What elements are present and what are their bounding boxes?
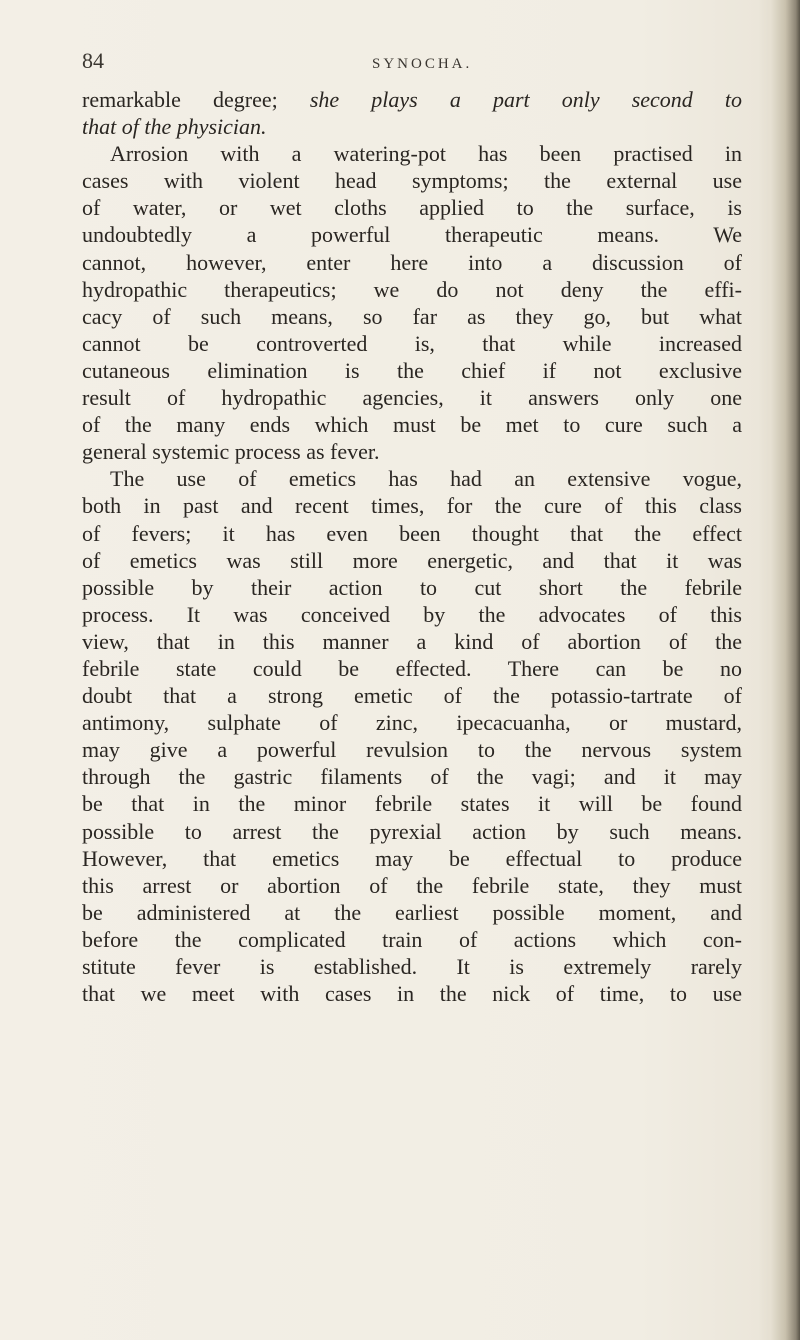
text-span: cutaneous elimination is the chief if not exclusive [82, 357, 742, 383]
text-span: doubt that a strong emetic of the potassio-tartrate of [82, 683, 742, 709]
text-span: febrile state could be effected. There can be no [82, 655, 742, 681]
text-span: through the gastric filaments of the vagi; and it may [82, 764, 742, 790]
text-line [82, 547, 742, 574]
text-line [82, 330, 742, 357]
text-line [82, 520, 742, 547]
text-span: that we meet with cases in the nick of time, to use [82, 981, 742, 1007]
running-head: SYNOCHA. [372, 56, 473, 72]
text-span: of emetics was still more energetic, and that it was [82, 547, 742, 573]
text-span: process. It was conceived by the advocates of this [82, 601, 742, 627]
text-span: result of hydropathic agencies, it answers only one [82, 385, 742, 411]
text-span: possible to arrest the pyrexial action by such means. [82, 818, 742, 844]
text-line [82, 492, 742, 519]
text-span: cannot be controverted is, that while increased [82, 330, 742, 356]
text-line [82, 384, 742, 411]
text-line [82, 276, 742, 303]
italic-text-span: that of the physician. [82, 114, 267, 140]
text-span: undoubtedly a powerful therapeutic means. We [82, 222, 742, 248]
text-line [82, 980, 742, 1007]
text-line [82, 763, 742, 790]
text-line [82, 953, 742, 980]
text-span: cannot, however, enter here into a discussion of [82, 249, 742, 275]
text-span: Arrosion with a watering-pot has been practised in [110, 141, 742, 167]
text-span: remarkable degree; [82, 87, 310, 112]
text-line [82, 465, 742, 492]
italic-text-span: she plays a part only second to [309, 87, 742, 112]
body-text [82, 86, 742, 1007]
text-span: However, that emetics may be effectual to produce [82, 845, 742, 871]
text-span: general systemic process as fever. [82, 439, 380, 465]
text-span: possible by their action to cut short the febrile [82, 574, 742, 600]
text-span: may give a powerful revulsion to the nervous system [82, 737, 742, 763]
text-line [82, 872, 742, 899]
text-span: of water, or wet cloths applied to the surface, is [82, 195, 742, 221]
text-span: before the complicated train of actions which con- [82, 926, 742, 952]
text-span: cases with violent head symptoms; the external use [82, 168, 742, 194]
text-line [82, 628, 742, 655]
text-line [82, 167, 742, 194]
text-line [82, 303, 742, 330]
text-line [82, 140, 742, 167]
text-line [82, 357, 742, 384]
text-span: be administered at the earliest possible moment, and [82, 899, 742, 925]
text-line [82, 926, 742, 953]
text-span: stitute fever is established. It is extremely rarely [82, 954, 742, 979]
text-line [82, 790, 742, 817]
text-line [82, 249, 742, 276]
text-line [82, 574, 742, 601]
text-span: of fevers; it has even been thought that the effect [82, 520, 742, 546]
text-line [82, 221, 742, 248]
text-line [82, 818, 742, 845]
text-line [82, 86, 742, 113]
page-binding-edge [758, 0, 800, 1340]
text-line [82, 194, 742, 221]
page-number: 84 [82, 48, 104, 73]
text-line [82, 709, 742, 736]
text-line [82, 438, 742, 465]
text-span: view, that in this manner a kind of abortion of the [82, 628, 742, 654]
text-span: of the many ends which must be met to cure such a [82, 412, 742, 438]
text-span: antimony, sulphate of zinc, ipecacuanha, or mustard, [82, 710, 742, 736]
text-span: this arrest or abortion of the febrile state, they must [82, 872, 742, 898]
text-line [82, 113, 742, 140]
text-span: both in past and recent times, for the cure of this class [82, 493, 742, 519]
text-line [82, 601, 742, 628]
text-line [82, 411, 742, 438]
text-line [82, 736, 742, 763]
text-span: hydropathic therapeutics; we do not deny the effi- [82, 276, 742, 302]
text-line [82, 845, 742, 872]
text-line [82, 655, 742, 682]
text-line [82, 682, 742, 709]
text-span: cacy of such means, so far as they go, but what [82, 303, 742, 329]
text-span: be that in the minor febrile states it will be found [82, 791, 742, 817]
text-line [82, 899, 742, 926]
text-span: The use of emetics has had an extensive vogue, [110, 466, 742, 492]
page-header [82, 48, 742, 78]
